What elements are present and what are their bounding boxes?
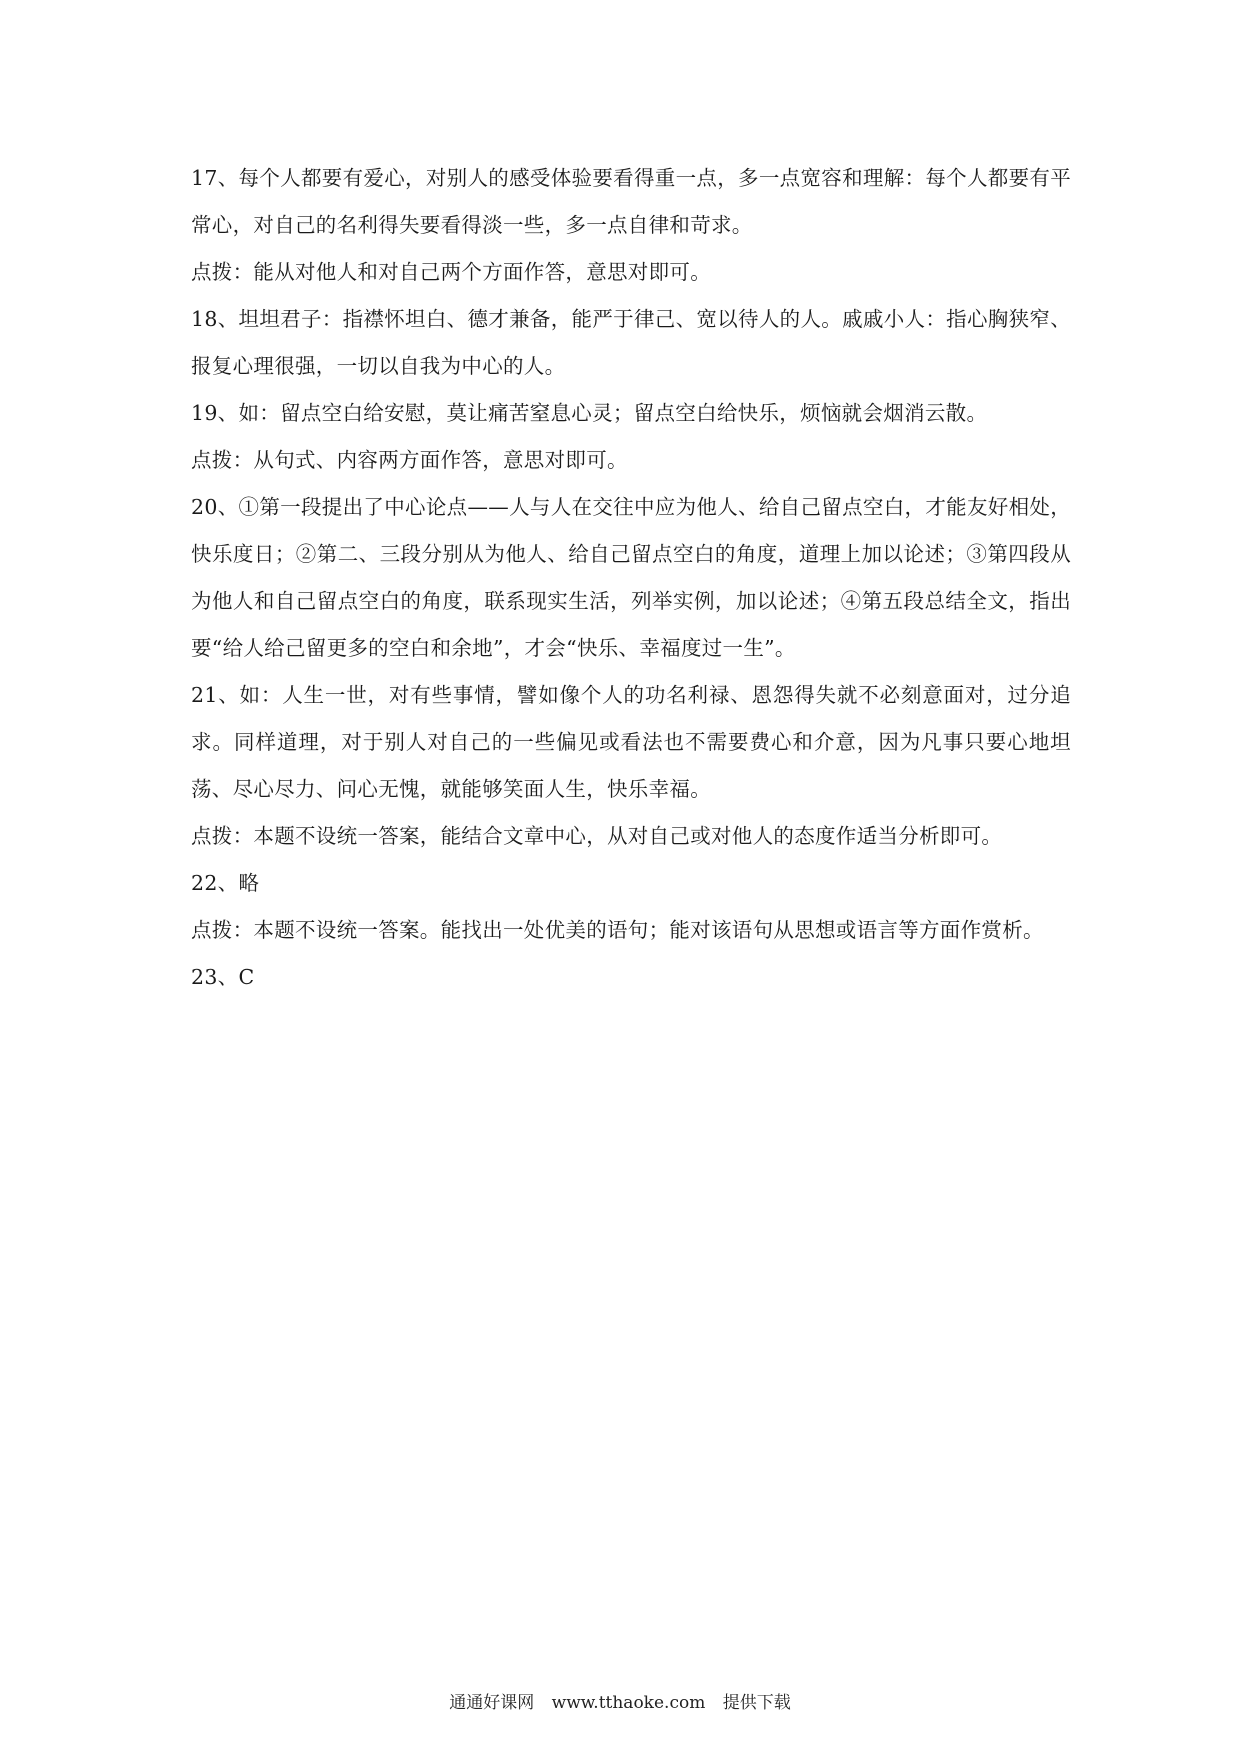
answer-17: 17、每个人都要有爱心，对别人的感受体验要看得重一点，多一点宽容和理解：每个人都要有平常心，对自己的名利得失要看得淡一些，多一点自律和苛求。 (191, 166, 1071, 237)
answer-content (191, 155, 1071, 1001)
page-footer (0, 1688, 1240, 1713)
footer-site-name: 通通好课网 (449, 1693, 535, 1713)
hint-17: 点拨：能从对他人和对自己两个方面作答，意思对即可。 (191, 260, 711, 284)
footer-suffix: 提供下载 (722, 1693, 791, 1713)
answer-20: 20、①第一段提出了中心论点——人与人在交往中应为他人、给自己留点空白，才能友好相处，快乐度日；②第二、三段分别从为他人、给自己留点空白的角度，道理上加以论述；③第四段从为他人和自己留点空白的角度，联系现实生活，列举实例，加以论述；④第五段总结全文，指出要“给人给己留更多的空白和余地”，才会“快乐、幸福度过一生”。 (191, 495, 1071, 660)
answer-22: 22、略 (191, 871, 260, 895)
hint-22: 点拨：本题不设统一答案。能找出一处优美的语句；能对该语句从思想或语言等方面作赏析。 (191, 918, 1044, 942)
hint-21: 点拨：本题不设统一答案，能结合文章中心，从对自己或对他人的态度作适当分析即可。 (191, 824, 1003, 848)
answer-23: 23、C (191, 965, 255, 989)
answer-21: 21、如：人生一世，对有些事情，譬如像个人的功名利禄、恩怨得失就不必刻意面对，过分追求。同样道理，对于别人对自己的一些偏见或看法也不需要费心和介意，因为凡事只要心地坦荡、尽心尽力、问心无愧，就能够笑面人生，快乐幸福。 (191, 683, 1071, 801)
answer-19: 19、如：留点空白给安慰，莫让痛苦窒息心灵；留点空白给快乐，烦恼就会烟消云散。 (191, 401, 988, 425)
footer-url[interactable]: www.tthaoke.com (551, 1693, 706, 1713)
answer-18: 18、坦坦君子：指襟怀坦白、德才兼备，能严于律己、宽以待人的人。戚戚小人：指心胸狭窄、报复心理很强，一切以自我为中心的人。 (191, 307, 1071, 378)
hint-19: 点拨：从句式、内容两方面作答，意思对即可。 (191, 448, 628, 472)
